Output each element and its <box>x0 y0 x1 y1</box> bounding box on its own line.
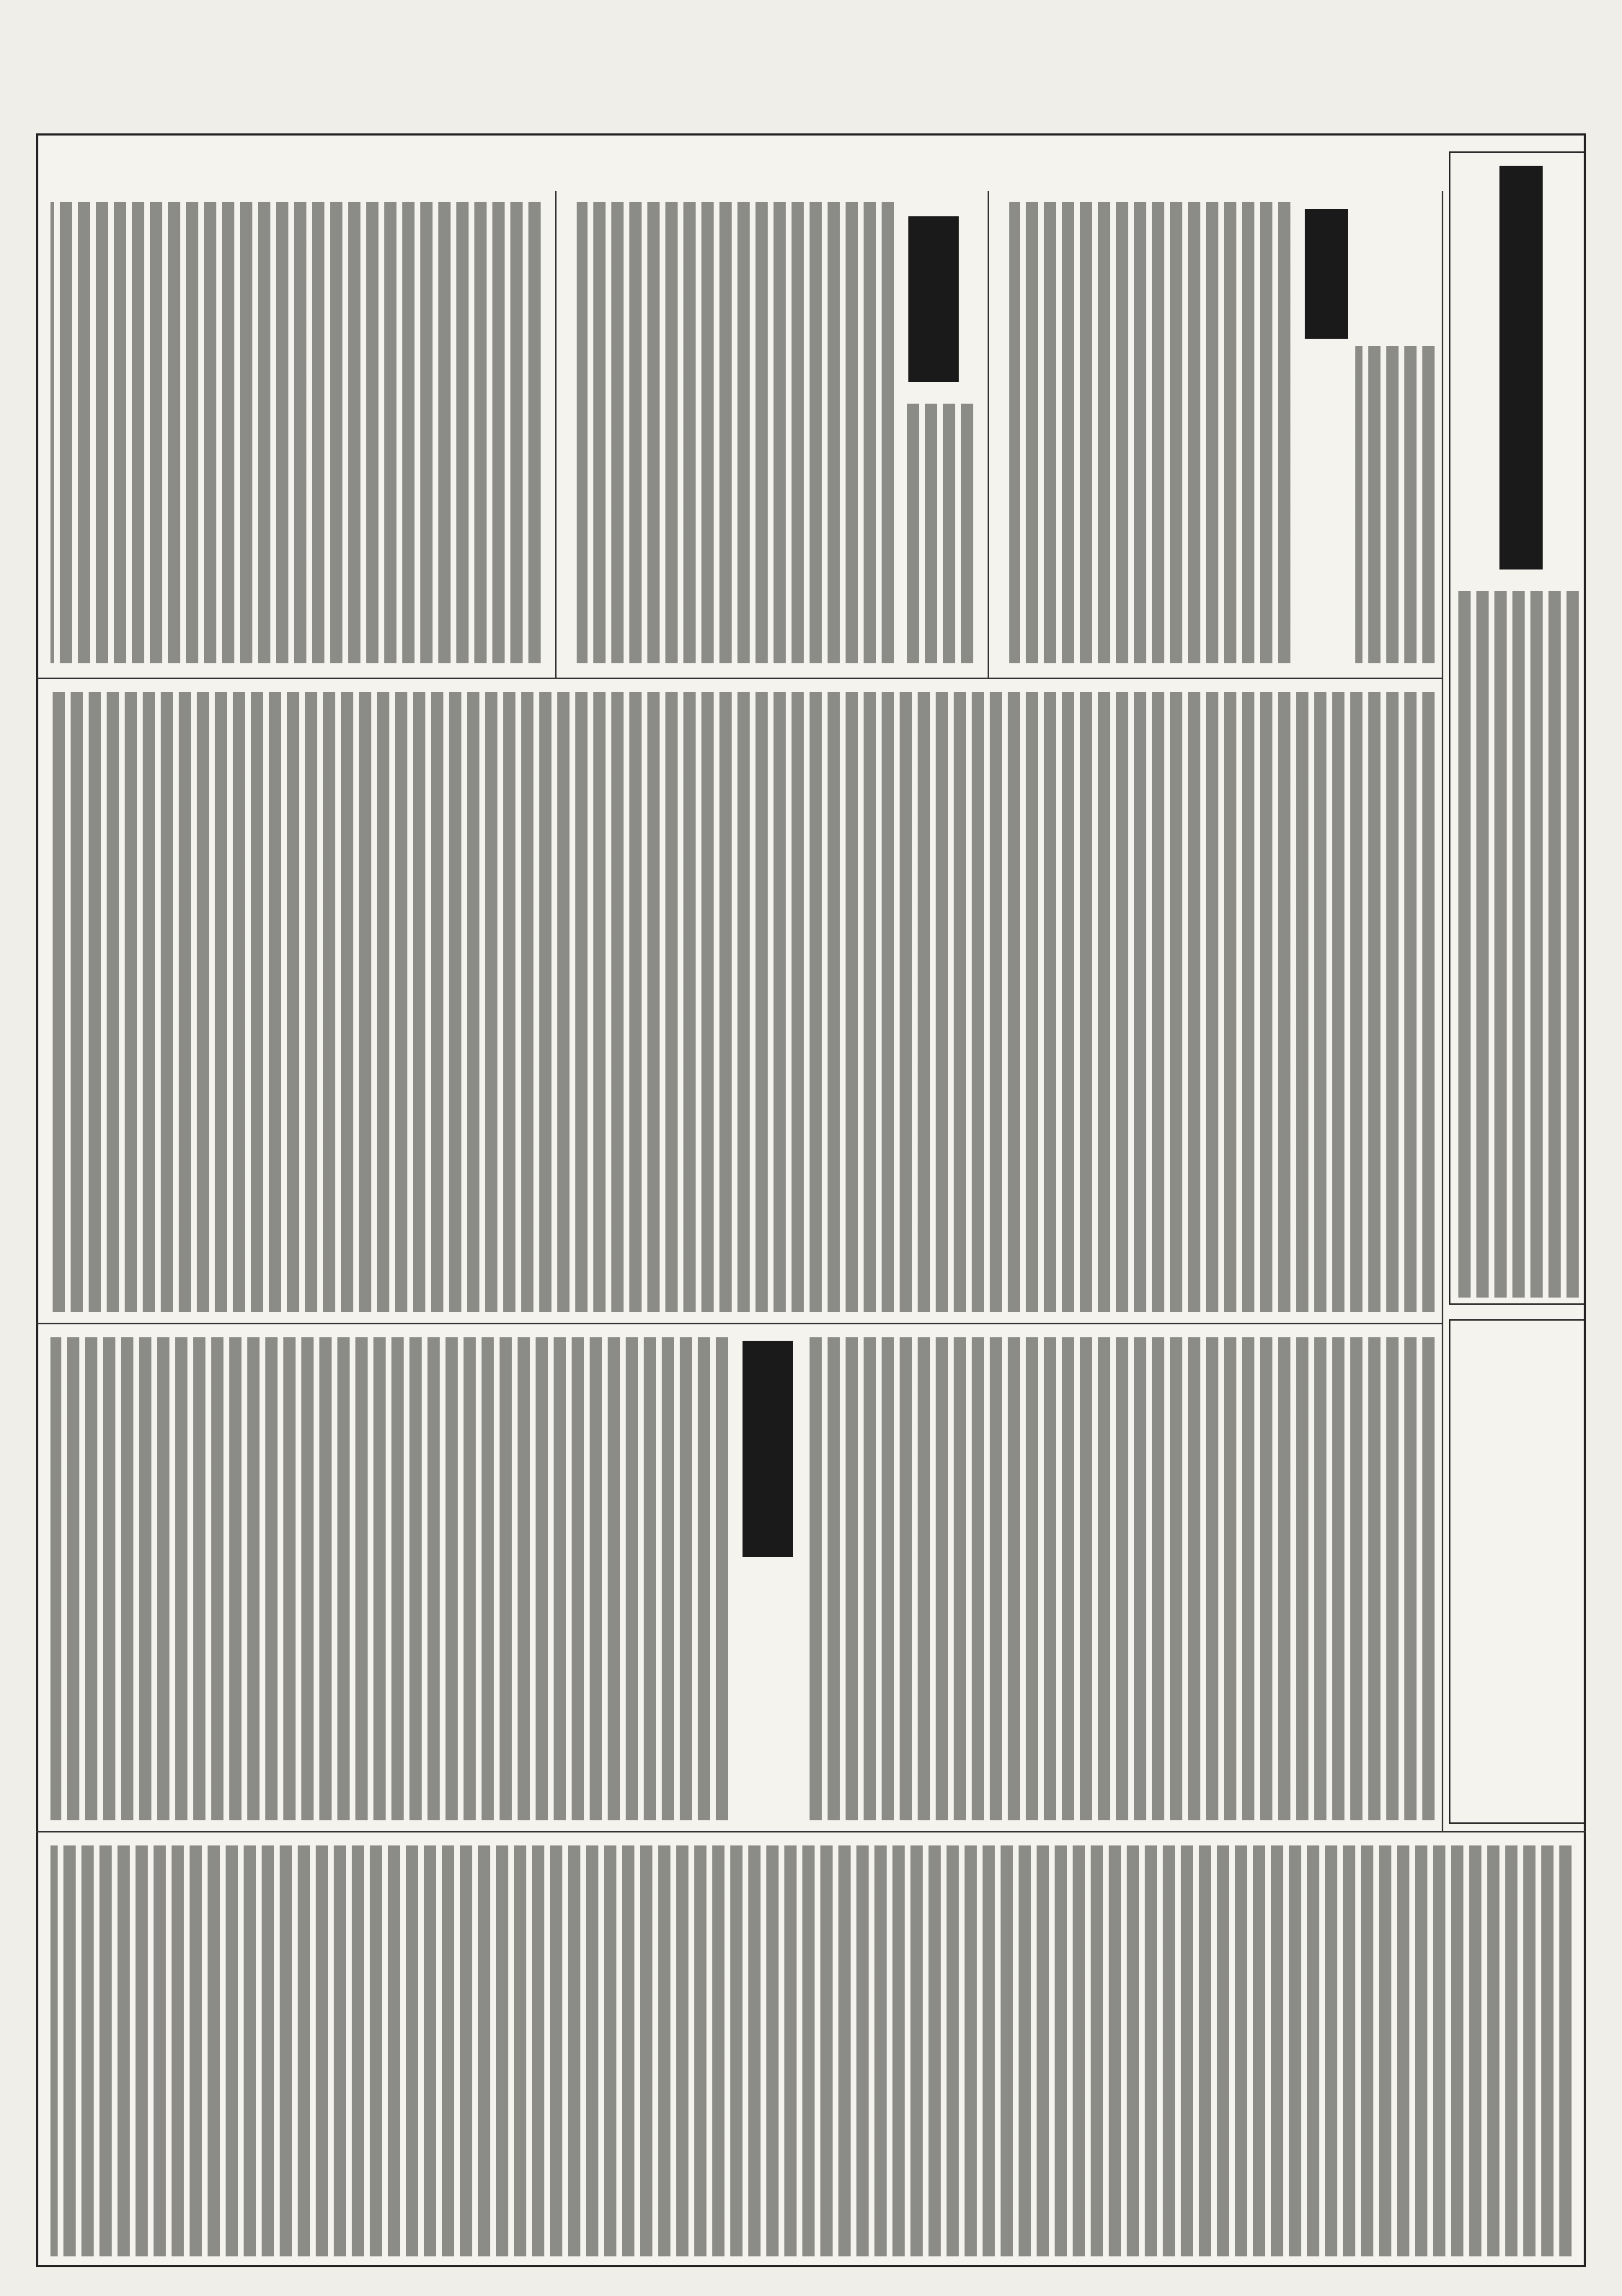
section-headline <box>743 1341 793 1557</box>
article-text <box>50 202 541 663</box>
section-divider <box>36 1323 1442 1324</box>
article-text <box>1355 346 1435 663</box>
section-headline <box>1305 209 1348 339</box>
article-text <box>1456 591 1579 1298</box>
article-text <box>901 404 973 663</box>
article-text <box>577 202 894 663</box>
section-divider <box>36 1831 1586 1832</box>
article-text <box>50 692 1435 1312</box>
column-divider <box>988 191 989 678</box>
article-text <box>50 1845 1572 2256</box>
notice-headline <box>1499 166 1543 569</box>
notice-box <box>1449 1319 1586 1824</box>
section-divider <box>36 678 1442 679</box>
column-divider <box>1442 191 1443 1831</box>
article-text <box>50 1337 728 1820</box>
column-divider <box>555 191 557 678</box>
article-text <box>1009 202 1290 663</box>
article-text <box>807 1337 1435 1820</box>
section-headline <box>908 216 959 382</box>
